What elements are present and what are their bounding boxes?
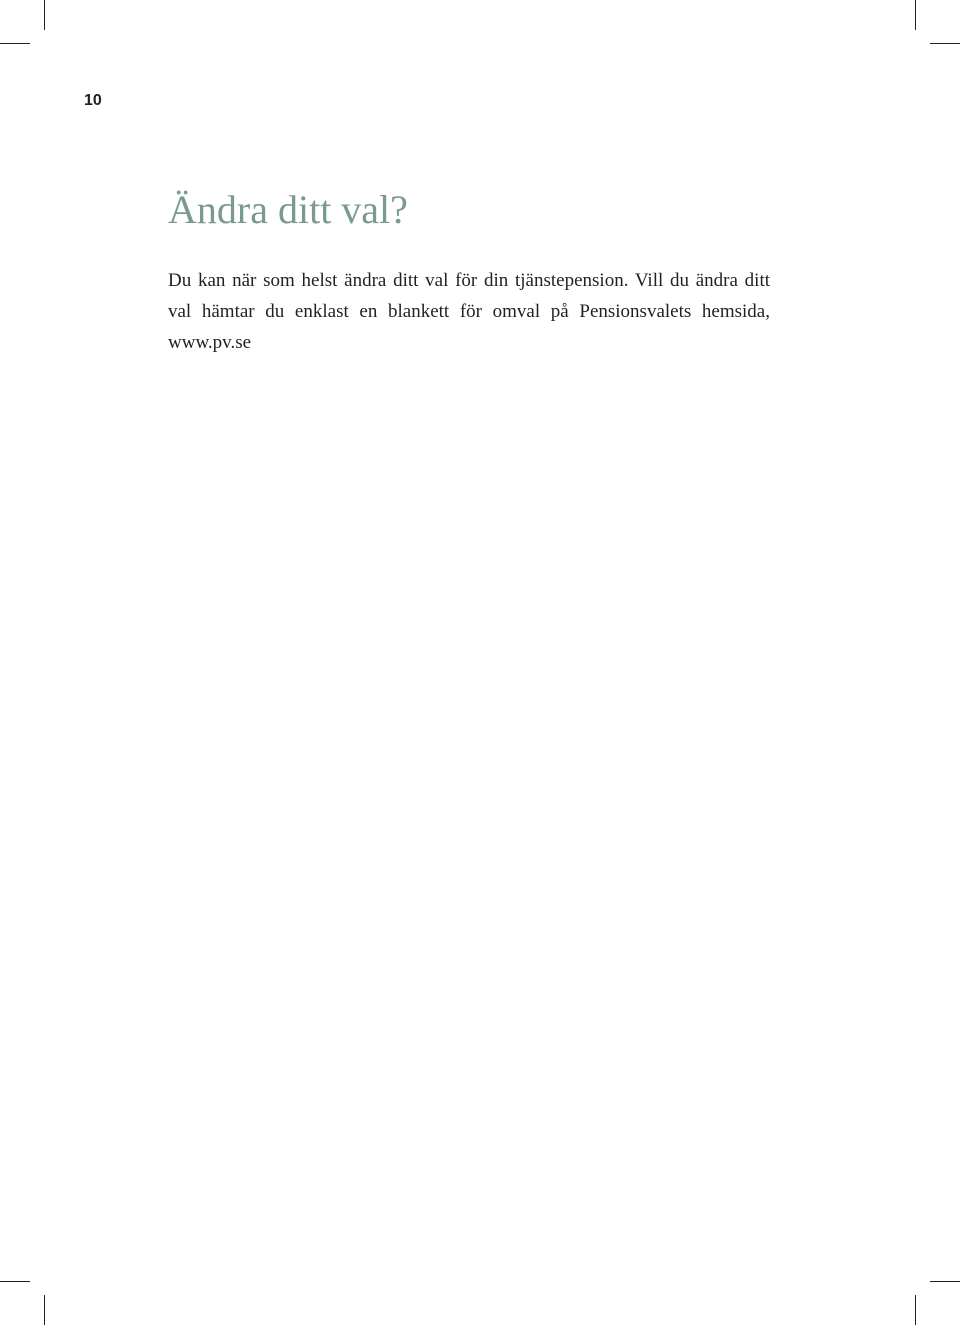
crop-mark-bottom-right-vertical — [915, 1295, 916, 1325]
body-paragraph: Du kan när som helst ändra ditt val för din tjänstepension. Vill du ändra ditt val hämtar du enklast en blankett för omval på Pensionsvalets hemsida, www.pv.se — [168, 270, 770, 353]
crop-mark-bottom-right-horizontal — [930, 1281, 960, 1282]
crop-mark-top-right-vertical — [915, 0, 916, 30]
crop-mark-bottom-left-vertical — [44, 1295, 45, 1325]
crop-mark-top-left-vertical — [44, 0, 45, 30]
page-number: 10 — [84, 92, 102, 109]
crop-mark-bottom-left-horizontal — [0, 1281, 30, 1282]
page-heading: Ändra ditt val? — [168, 187, 408, 232]
crop-mark-top-right-horizontal — [930, 43, 960, 44]
crop-mark-top-left-horizontal — [0, 43, 30, 44]
